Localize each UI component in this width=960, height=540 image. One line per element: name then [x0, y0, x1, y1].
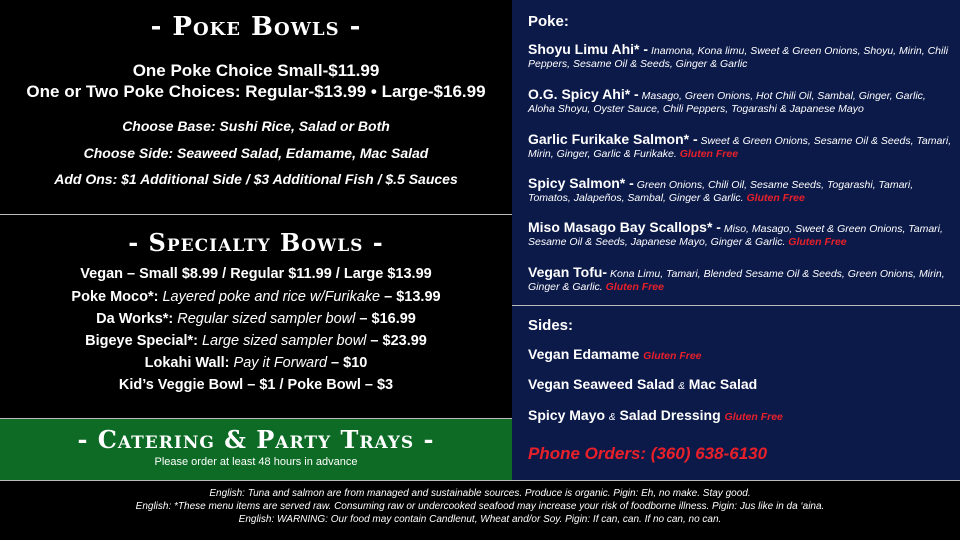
specialty-item-name: Bigeye Special*: [85, 333, 198, 349]
side-item-name: Spicy Mayo [528, 407, 606, 423]
poke-item-name: Spicy Salmon* - [528, 175, 634, 191]
poke-item-desc: Sweet & Green Onions, Sesame Oil & Seeds, Tamari, Mirin, Ginger, Garlic & Furikake. [528, 135, 952, 160]
poke-item [528, 88, 953, 116]
side-item [528, 407, 783, 423]
sides-label: Sides: [528, 317, 574, 334]
price-large: One or Two Poke Choices: Regular-$13.99 • Large-$16.99 [26, 82, 486, 101]
gluten-free-badge: Gluten Free [746, 192, 805, 204]
ampersand: & [678, 381, 685, 392]
poke-item-name: O.G. Spicy Ahi* - [528, 86, 639, 102]
specialty-item-name: Poke Moco*: [71, 289, 159, 305]
specialty-item [0, 333, 512, 349]
poke-item-name: Vegan Tofu- [528, 264, 608, 280]
poke-item [528, 177, 953, 205]
specialty-item-price: – $23.99 [370, 333, 427, 349]
gluten-free-badge: Gluten Free [605, 281, 664, 293]
gluten-free-badge: Gluten Free [788, 236, 847, 248]
vegan-line: Vegan – Small $8.99 / Regular $11.99 / Large $13.99 [80, 266, 432, 282]
poke-item-desc: Miso, Masago, Sweet & Green Onions, Tamari, Sesame Oil & Seeds, Japanese Mayo, Ginger & Garlic. [528, 223, 943, 248]
footer-line: English: *These menu items are served raw. Consuming raw or undercooked seafood may increase your risk of foodborne illness. Pigin: Jus like in da ‘aina. [135, 501, 825, 512]
poke-label: Poke: [528, 13, 569, 30]
footer-disclaimer [0, 480, 960, 540]
specialty-item-desc: Regular sized sampler bowl [177, 311, 356, 327]
specialty-item-desc: Large sized sampler bowl [201, 333, 367, 349]
poke-item [528, 266, 953, 294]
specialty-item [0, 289, 512, 305]
poke-item-name: Shoyu Limu Ahi* - [528, 41, 649, 57]
right-column [512, 0, 960, 480]
side-item-name: Salad Dressing [619, 407, 721, 423]
poke-item-desc: Inamona, Kona limu, Sweet & Green Onions, Shoyu, Mirin, Chili Peppers, Sesame Oil & Seeds, Ginger & Garlic [528, 45, 949, 70]
specialty-item-price: – $13.99 [384, 289, 441, 305]
side-item-name: Vegan Seaweed Salad [528, 376, 675, 392]
side-item-name: Vegan Edamame [528, 346, 640, 362]
add-ons: Add Ons: $1 Additional Side / $3 Additional Fish / $.5 Sauces [54, 171, 458, 187]
poke-bowls-heading: - Poke Bowls - [150, 12, 362, 42]
price-small: One Poke Choice Small-$11.99 [132, 61, 380, 80]
side-item-name: Mac Salad [688, 376, 758, 392]
footer-line: English: Tuna and salmon are from managed and sustainable sources. Produce is organic. Pigin: Eh, no make. Stay good. [209, 488, 751, 499]
poke-item [528, 221, 953, 249]
catering-section [0, 418, 512, 480]
choose-base: Choose Base: Sushi Rice, Salad or Both [122, 118, 390, 134]
phone-orders: Phone Orders: (360) 638-6130 [528, 444, 768, 463]
catering-heading: - Catering & Party Trays - [77, 425, 435, 454]
poke-item [528, 43, 953, 71]
specialty-item-name: Da Works*: [96, 311, 174, 327]
poke-item-desc: Masago, Green Onions, Hot Chili Oil, Sambal, Ginger, Garlic, Aloha Shoyu, Oyster Sauce, Chili Peppers, Togarashi & Japanese Mayo [528, 90, 926, 115]
gluten-free-badge: Gluten Free [679, 148, 739, 160]
gluten-free-badge: Gluten Free [724, 411, 783, 423]
poke-item-desc: Green Onions, Chili Oil, Sesame Seeds, Togarashi, Tamari, Tomatos, Jalapeños, Sambal, Ginger & Garlic. [528, 179, 914, 204]
specialty-item [0, 355, 512, 371]
choose-side: Choose Side: Seaweed Salad, Edamame, Mac Salad [83, 145, 429, 161]
catering-note: Please order at least 48 hours in advance [154, 456, 358, 468]
poke-item-desc: Kona Limu, Tamari, Blended Sesame Oil & Seeds, Green Onions, Mirin, Ginger & Garlic. [528, 268, 945, 293]
poke-item-name: Garlic Furikake Salmon* - [528, 131, 698, 147]
poke-item [528, 133, 953, 161]
poke-bowls-section [0, 0, 512, 214]
kids-line: Kid’s Veggie Bowl – $1 / Poke Bowl – $3 [118, 377, 394, 393]
poke-choices-section [512, 0, 960, 305]
sides-section [512, 305, 960, 480]
specialty-item-name: Lokahi Wall: [144, 355, 230, 371]
specialty-item-desc: Layered poke and rice w/Furikake [162, 289, 381, 305]
specialty-item [0, 311, 512, 327]
side-item [528, 346, 702, 362]
poke-item-name: Miso Masago Bay Scallops* - [528, 219, 721, 235]
specialty-item-price: – $10 [331, 355, 368, 371]
side-item [528, 376, 757, 392]
specialty-bowls-heading: - Specialty Bowls - [128, 228, 384, 257]
ampersand: & [608, 412, 616, 423]
specialty-bowls-section [0, 214, 512, 418]
specialty-item-desc: Pay it Forward [233, 355, 328, 371]
footer-line: English: WARNING: Our food may contain Candlenut, Wheat and/or Soy. Pigin: If can, can. If no can, no can. [238, 514, 722, 525]
left-column [0, 0, 512, 480]
gluten-free-badge: Gluten Free [643, 350, 702, 362]
specialty-item-price: – $16.99 [359, 311, 416, 327]
